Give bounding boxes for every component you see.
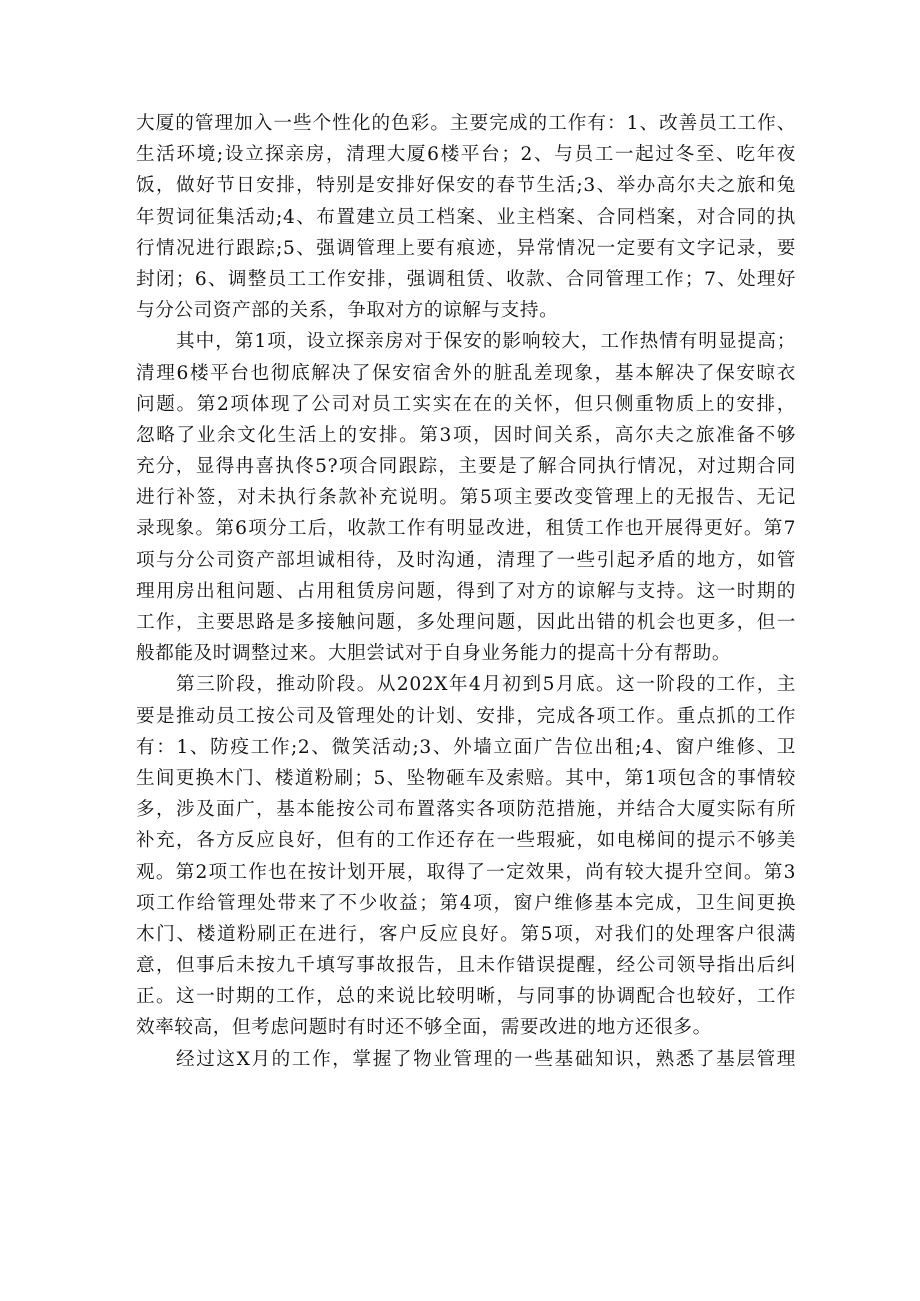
text-line: 生活环境;设立探亲房，清理大厦6楼平台；2、与员工一起过冬至、吃年夜: [136, 144, 796, 166]
text-line: 与分公司资产部的关系，争取对方的谅解与支持。: [136, 300, 559, 322]
text-line: 项工作给管理处带来了不少收益；第4项，窗户维修基本完成，卫生间更换: [136, 892, 796, 914]
text-line: 封闭；6、调整员工工作安排，强调租赁、收款、合同管理工作；7、处理好: [136, 268, 796, 290]
paragraph: [136, 1044, 796, 1075]
text-line: 进行补签，对未执行条款补充说明。第5项主要改变管理上的无报告、无记: [136, 487, 796, 509]
text-line: 年贺词征集活动;4、布置建立员工档案、业主档案、合同档案，对合同的执: [136, 206, 796, 228]
text-line: 有：1、防疫工作;2、微笑活动;3、外墙立面广告位出租;4、窗户维修、卫: [136, 736, 796, 758]
text-line: 其中，第1项，设立探亲房对于保安的影响较大，工作热情有明显提高；: [176, 331, 796, 353]
text-line: 饭，做好节日安排，特别是安排好保安的春节生活;3、举办高尔夫之旅和兔: [136, 175, 796, 197]
text-line: 理用房出租问题、占用租赁房问题，得到了对方的谅解与支持。这一时期的: [136, 580, 796, 602]
text-line: 行情况进行跟踪;5、强调管理上要有痕迹，异常情况一定要有文字记录，要: [136, 237, 796, 259]
text-line: 忽略了业余文化生活上的安排。第3项，因时间关系，高尔夫之旅准备不够: [136, 424, 796, 446]
text-line: 效率较高，但考虑问题时有时还不够全面，需要改进的地方还很多。: [136, 1017, 712, 1039]
text-line: 观。第2项工作也在按计划开展，取得了一定效果，尚有较大提升空间。第3: [136, 861, 796, 883]
text-line: 经过这X月的工作，掌握了物业管理的一些基础知识，熟悉了基层管理: [176, 1048, 796, 1070]
text-line: 正。这一时期的工作，总的来说比较明晰，与同事的协调配合也较好，工作: [136, 986, 796, 1008]
text-line: 补充，各方反应良好，但有的工作还存在一些瑕疵，如电梯间的提示不够美: [136, 830, 796, 852]
text-line: 大厦的管理加入一些个性化的色彩。主要完成的工作有：1、改善员工工作、: [136, 113, 796, 134]
paragraph: [136, 326, 796, 669]
text-line: 多，涉及面广，基本能按公司布置落实各项防范措施，并结合大厦实际有所: [136, 799, 796, 821]
document-body: [136, 108, 796, 1075]
text-line: 木门、楼道粉刷正在进行，客户反应良好。第5项，对我们的处理客户很满: [136, 923, 796, 945]
text-line: 生间更换木门、楼道粉刷；5、坠物砸车及索赔。其中，第1项包含的事情较: [136, 767, 796, 789]
text-line: 工作，主要思路是多接触问题，多处理问题，因此出错的机会也更多，但一: [136, 612, 796, 633]
text-line: 般都能及时调整过来。大胆尝试对于自身业务能力的提高十分有帮助。: [136, 643, 732, 665]
text-line: 充分，显得冉喜执佟5?项合同跟踪，主要是了解合同执行情况，对过期合同: [136, 456, 796, 478]
text-line: 项与分公司资产部坦诚相待，及时沟通，清理了一些引起矛盾的地方，如管: [136, 549, 796, 571]
text-line: 意，但事后未按九千填写事故报告，且未作错误提醒，经公司领导指出后纠: [136, 955, 796, 977]
text-line: 问题。第2项体现了公司对员工实实在在的关怀，但只侧重物质上的安排，: [136, 393, 796, 415]
text-line: 清理6楼平台也彻底解决了保安宿舍外的脏乱差现象，基本解决了保安晾衣: [136, 362, 796, 384]
paragraph: [136, 108, 796, 326]
paragraph: [136, 669, 796, 1043]
text-line: 第三阶段，推动阶段。从202X年4月初到5月底。这一阶段的工作，主: [176, 674, 796, 696]
text-line: 要是推动员工按公司及管理处的计划、安排，完成各项工作。重点抓的工作: [136, 705, 796, 727]
text-line: 录现象。第6项分工后，收款工作有明显改进，租赁工作也开展得更好。第7: [136, 518, 796, 540]
